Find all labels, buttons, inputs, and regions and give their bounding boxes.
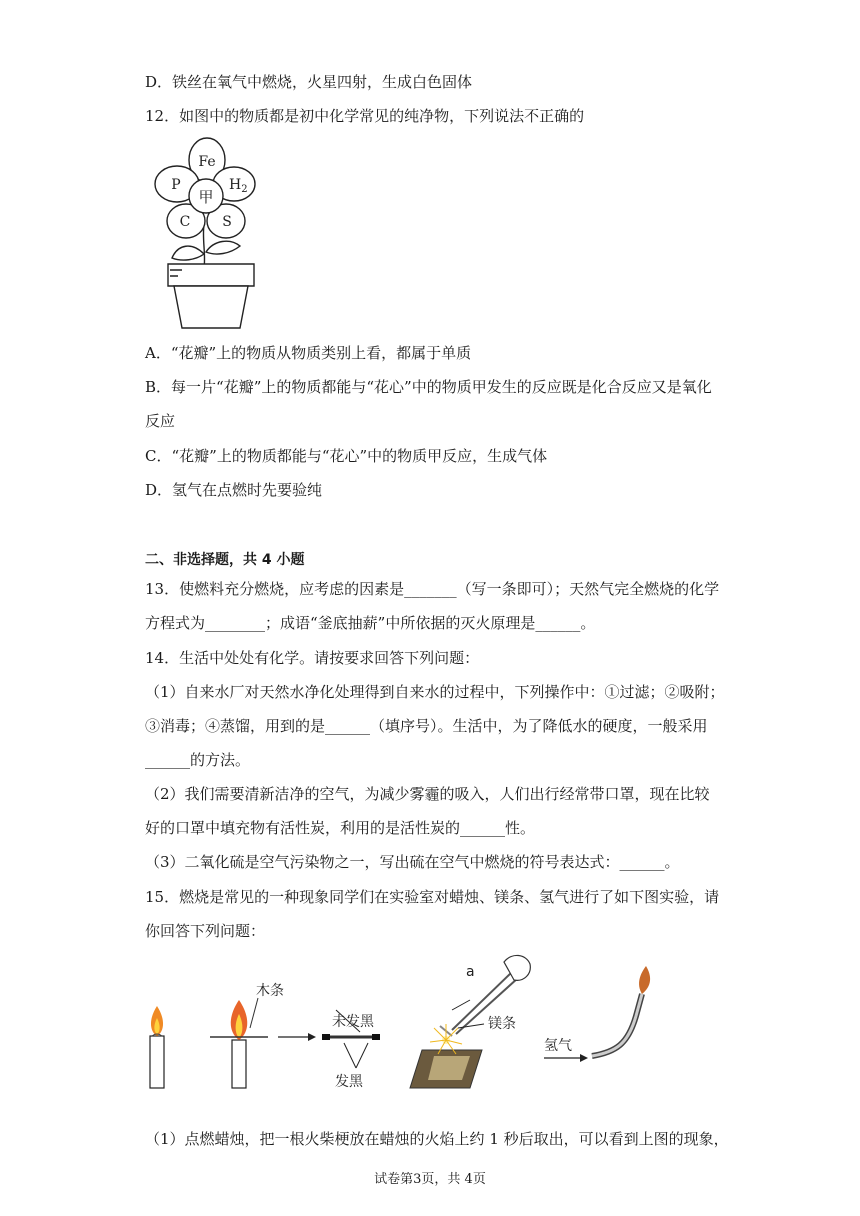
label-mg: 镁条 [488,1016,516,1032]
q12-option-a: A．“花瓣”上的物质从物质类别上看，都属于单质 [145,344,472,362]
label-black: 发黑 [335,1074,363,1090]
section2-title: 二、非选择题，共 4 小题 [145,552,305,568]
q12-option-b-line1: B．每一片“花瓣”上的物质都能与“花心”中的物质甲发生的反应既是化合反应又是氧化 [145,378,712,396]
label-h2: 氢气 [544,1038,572,1054]
q14-p2-line2: 好的口罩中填充物有活性炭，利用的是活性炭的______性。 [145,819,536,837]
q13-line1: 13．使燃料充分燃烧，应考虑的因素是_______（写一条即可）；天然气完全燃烧的化学 [145,580,720,598]
q12-option-b-line2: 反应 [145,412,176,430]
label-stick: 木条 [256,983,284,999]
flower-figure [148,136,263,332]
q15-line2: 你回答下列问题： [145,922,266,940]
candle-2 [210,998,268,1088]
flower-petal-s: S [222,214,232,230]
q14-p1-line3: ______的方法。 [145,751,251,769]
flower-petal-fe: Fe [198,154,216,170]
q14-p3-line1: （3）二氧化硫是空气污染物之一，写出硫在空气中燃烧的符号表达式：______。 [145,853,680,871]
q15-p1-line1: （1）点燃蜡烛，把一根火柴梗放在蜡烛的火焰上约 1 秒后取出，可以看到上图的现象， [145,1130,729,1148]
q14-p2-line1: （2）我们需要清新洁净的空气，为减少雾霾的吸入，人们出行经常带口罩，现在比较 [145,785,710,803]
label-a: a [466,964,475,980]
flower-petal-h2: $H_2$ [229,177,248,195]
q12-option-d: D．氢气在点燃时先要验纯 [145,481,323,499]
page-footer: 试卷第3页，共 4页 [374,1172,486,1187]
flower-center-label: 甲 [198,188,214,206]
q14-stem: 14．生活中处处有化学。请按要求回答下列问题： [145,649,480,667]
candle-1 [150,1006,164,1088]
arrow-right-icon [278,1033,316,1041]
flower-petal-p: P [171,177,181,193]
q15-line1: 15．燃烧是常见的一种现象同学们在实验室对蜡烛、镁条、氢气进行了如下图实验，请 [145,888,720,906]
experiment-figure [140,948,680,1093]
q14-p1-line2: ③消毒；④蒸馏，用到的是______（填序号）。生活中，为了降低水的硬度，一般采用 [145,717,708,735]
label-not-black: 未发黑 [332,1014,374,1030]
q13-line2: 方程式为________；成语“釜底抽薪”中所依据的灭火原理是______。 [145,614,596,632]
q14-p1-line1: （1）自来水厂对天然水净化处理得到自来水的过程中，下列操作中：①过滤；②吸附； [145,683,725,701]
flower-petal-c: C [179,214,191,230]
q12-option-c: C．“花瓣”上的物质都能与“花心”中的物质甲反应，生成气体 [145,447,548,465]
q11-option-d: D．铁丝在氧气中燃烧，火星四射，生成白色固体 [145,73,473,91]
q12-stem: 12．如图中的物质都是初中化学常见的纯净物，下列说法不正确的 [145,107,585,125]
